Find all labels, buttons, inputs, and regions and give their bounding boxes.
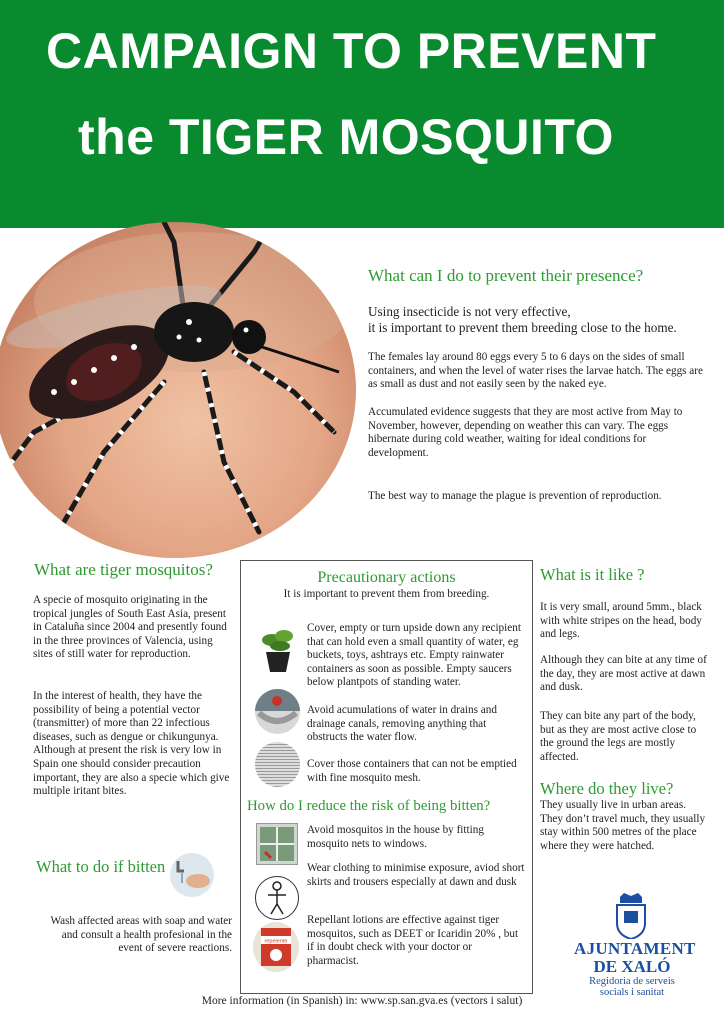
precaution-heading: Precautionary actions: [317, 569, 456, 586]
repellent-label: repelente: [264, 938, 288, 945]
bitten-text: Wash affected areas with soap and water and consult a health profesional in the event of severe reactions.: [50, 915, 232, 955]
repellent-icon: [253, 922, 299, 972]
prevent-lead: [368, 304, 718, 336]
like-paragraph-1: It is very small, around 5mm., black with white stripes on the head, body and legs.: [540, 601, 702, 641]
what-are-heading: What are tiger mosquitos?: [34, 560, 213, 579]
precaution-item-3: Cover those containers that can not be emptied with fine mosquito mesh.: [307, 758, 517, 784]
town-crest-icon: [612, 893, 650, 939]
logo-line-2: DE XALÓ: [593, 957, 671, 976]
clothing-icon: [255, 876, 299, 920]
title-banner: [0, 0, 724, 228]
reduce-heading: How do I reduce the risk of being bitten?: [247, 798, 491, 814]
reduce-item-3: Repellant lotions are effective against tiger mosquitos, such as DEET or Icaridin 20% , but if in doubt check with your doctor or pharmacist.: [307, 914, 519, 967]
mosquito-photo: [0, 222, 356, 558]
prevent-lead-line-1: Using insecticide is not very effective,: [368, 304, 571, 319]
reduce-item-2: Wear clothing to minimise exposure, aviod short skirts and trousers especially at dawn and dusk: [307, 862, 525, 888]
precaution-item-1: Cover, empty or turn upside down any recipient that can hold even a small quantity of water, eg buckets, toys, ashtrays etc. Empty rainwater containers as soon as possible. Empty saucers below plantpots of standing water.: [307, 622, 521, 689]
logo-line-3: Regidoria de serveis: [589, 976, 675, 987]
logo-line-4: socials i sanitat: [599, 987, 665, 998]
title-line-2: the TIGER MOSQUITO: [78, 109, 614, 165]
live-text: They usually live in urban areas. They don’t travel much, they usually stay within 500 metres of the place where they were hatched.: [540, 799, 706, 852]
precaution-item-2: Avoid acumulations of water in drains and drainage canals, removing anything that obstructs the water flow.: [307, 704, 497, 744]
like-paragraph-2: Although they can bite at any time of the day, they are most active at dawn and dusk.: [540, 654, 707, 694]
title-line-1: CAMPAIGN TO PREVENT: [46, 23, 657, 79]
like-heading: What is it like ?: [540, 565, 645, 584]
prevent-heading: What can I do to prevent their presence?: [368, 266, 644, 285]
prevent-lead-line-2: it is important to prevent them breeding close to the home.: [368, 320, 677, 335]
window-net-icon: [256, 823, 298, 865]
plant-pot-icon: [256, 626, 300, 674]
live-heading: Where do they live?: [540, 779, 674, 798]
what-are-paragraph-1: A specie of mosquito originating in the tropical jungles of South East Asia, present in Cataluña since 2004 and presently found in the three provinces of Valencia, using sites of still water for reproduction.: [33, 594, 227, 661]
like-paragraph-3: They can bite any part of the body, but as they are most active close to the ground the legs are mostly affected.: [540, 710, 697, 763]
mosquito-illustration: [0, 222, 356, 558]
mosquito-mesh-icon: [255, 742, 300, 787]
prevent-paragraph-1: The females lay around 80 eggs every 5 to 6 days on the sides of small containers, and when the level of water rises the larvae hatch. The eggs are as small as dust and not easily seen by the naked eye.: [368, 351, 703, 391]
precaution-subtitle: It is important to prevent them from breeding.: [283, 588, 490, 600]
logo-line-1: AJUNTAMENT: [574, 939, 696, 958]
footer-text: More information (in Spanish) in: www.sp.san.gva.es (vectors i salut): [201, 995, 523, 1007]
prevent-paragraph-3: The best way to manage the plague is prevention of reproduction.: [368, 490, 662, 502]
hand-washing-icon: [170, 853, 214, 897]
what-are-paragraph-2: In the interest of health, they have the possibility of being a potential vector (transmitter) of more than 22 infectious diseases, such as dengue or chikungunya. Although at present the risk is very low in Spain one should consider precaution important, they are also a specie which give multiple iritant bites.: [33, 690, 230, 798]
bitten-heading: What to do if bitten: [36, 857, 166, 876]
reduce-item-1: Avoid mosquitos in the house by fitting mosquito nets to windows.: [307, 824, 484, 850]
drain-icon: [255, 689, 300, 734]
prevent-paragraph-2: Accumulated evidence suggests that they are most active from May to November, however, depending on weather this can vary. The eggs hibernate during cold weather, waiting for ideal conditions for development.: [368, 406, 683, 459]
town-logo: [574, 939, 696, 998]
